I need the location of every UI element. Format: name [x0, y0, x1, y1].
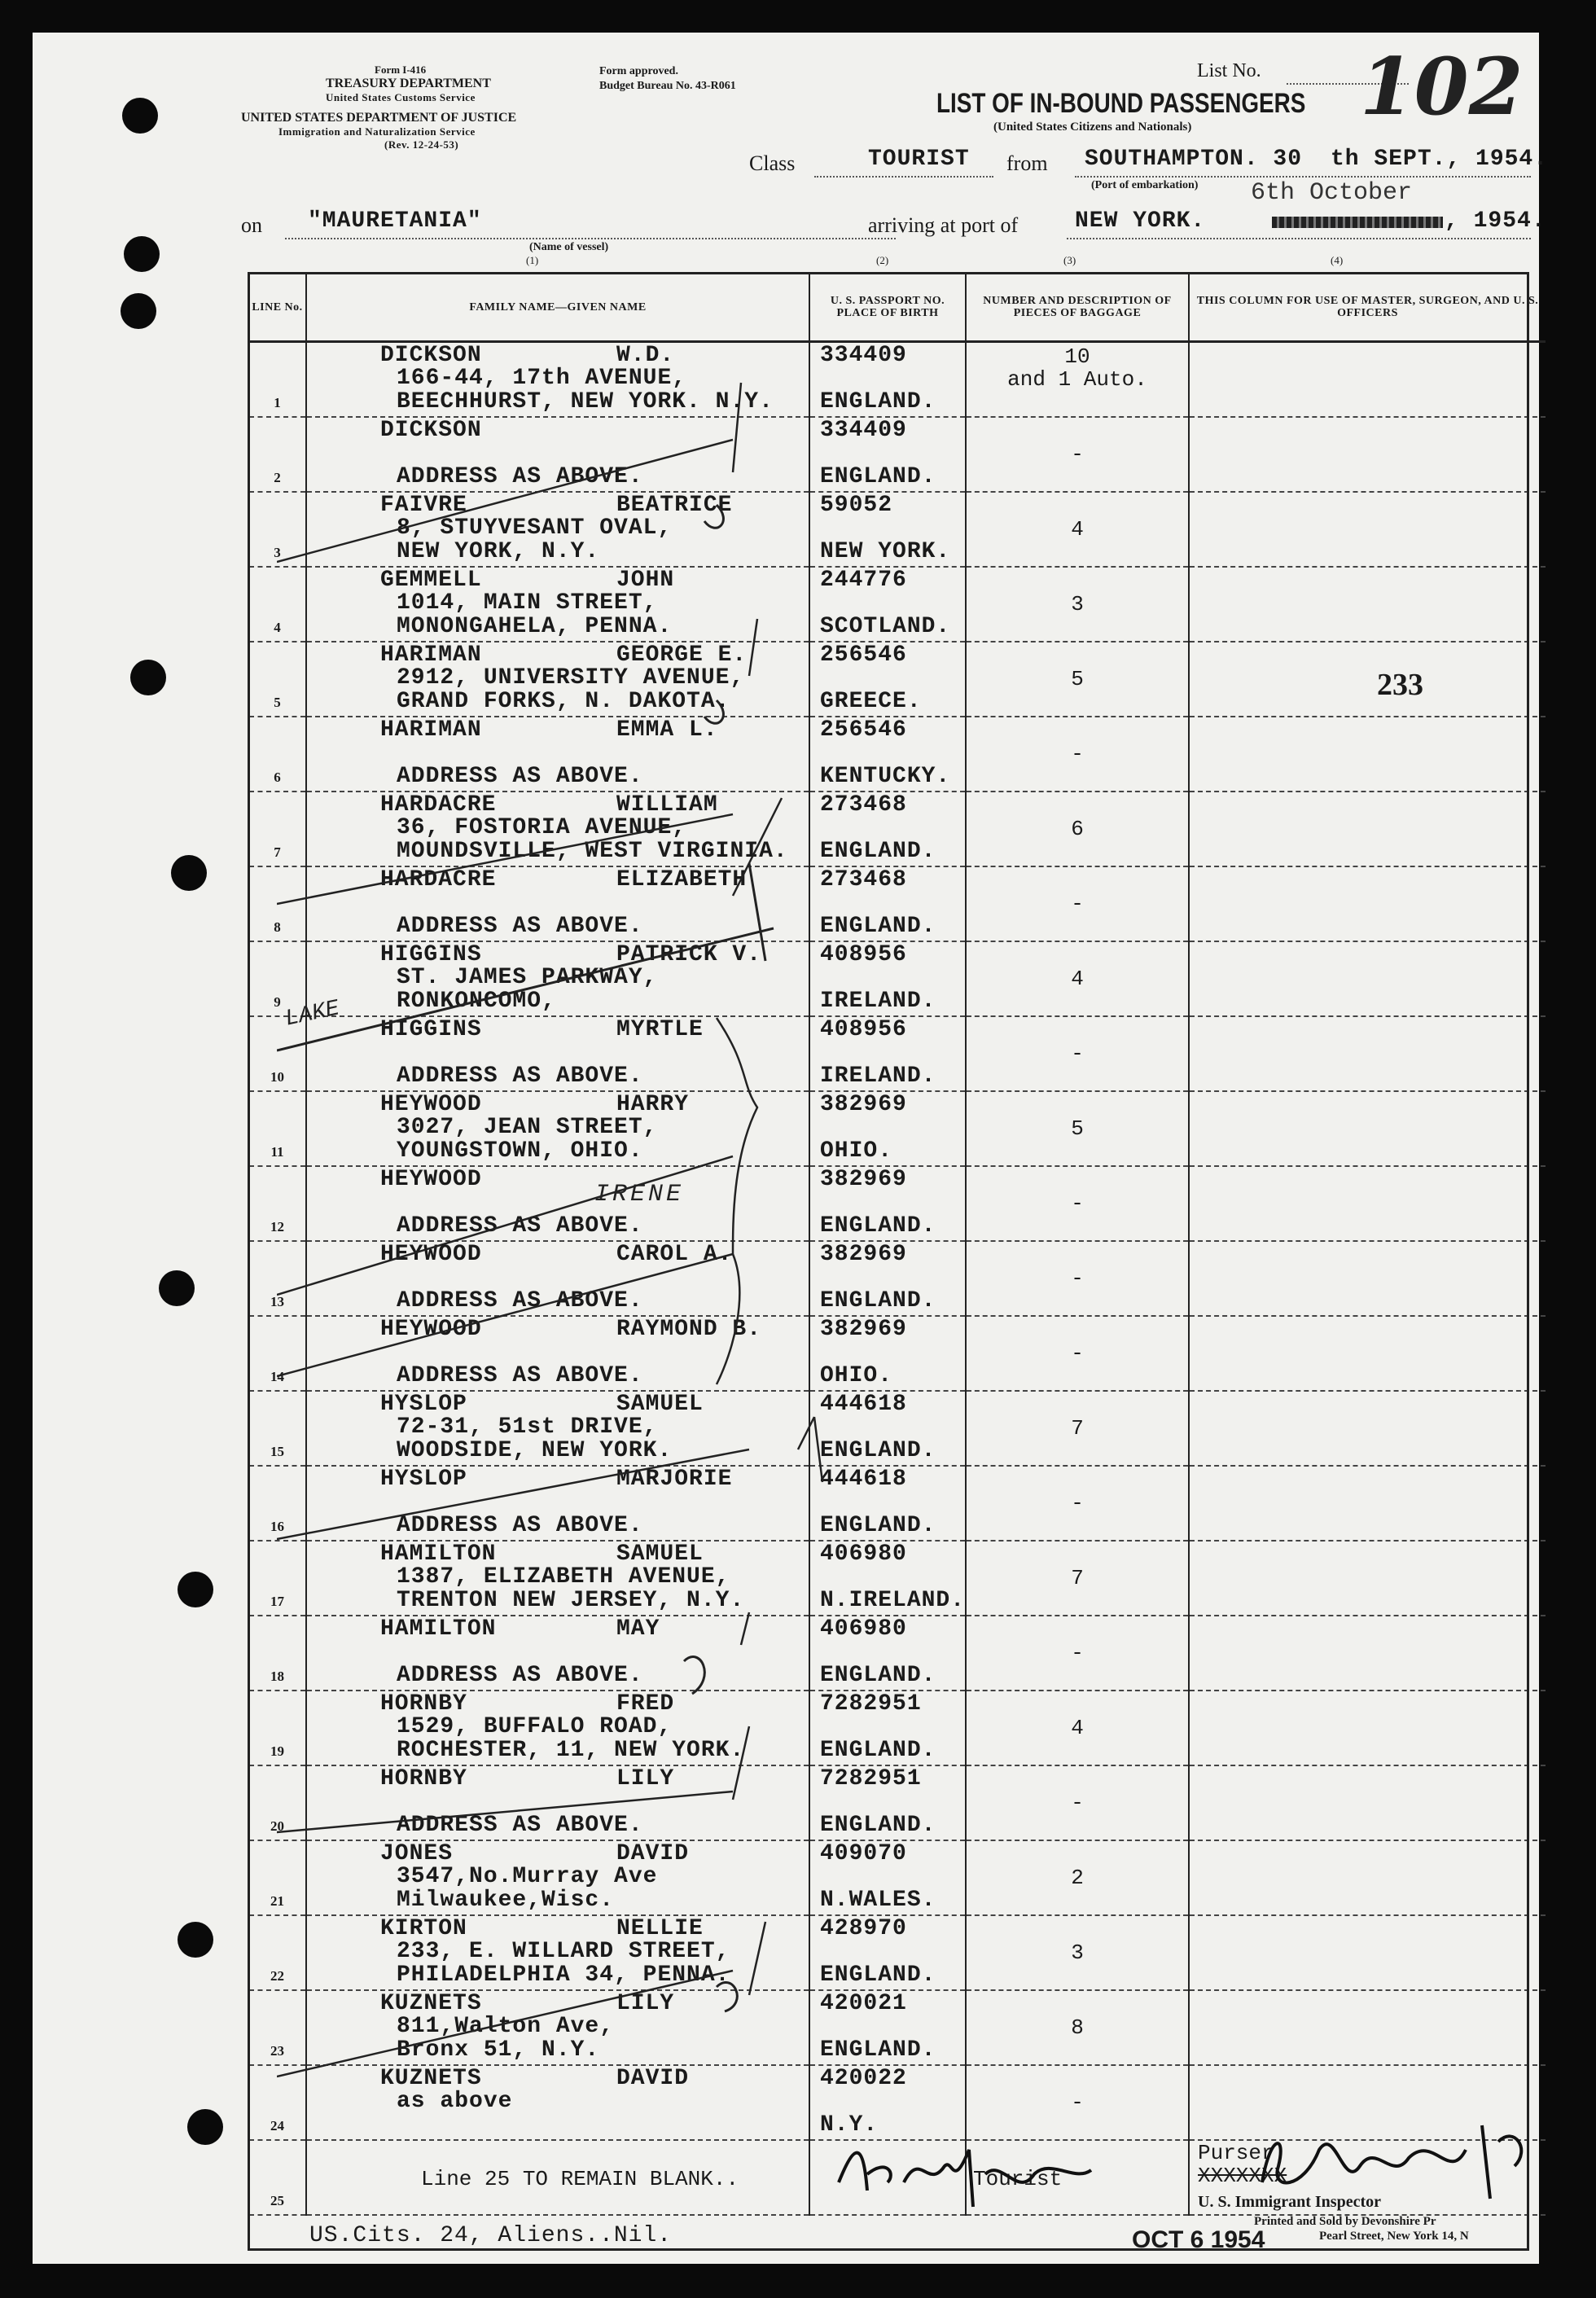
place-of-birth: GREECE.	[820, 689, 922, 714]
officer-cell	[1189, 1765, 1546, 1840]
from-line	[1075, 176, 1531, 178]
col-ref-3: (3)	[1063, 254, 1076, 266]
place-of-birth: NEW YORK.	[820, 539, 951, 564]
baggage-description: 3	[1071, 1941, 1084, 1965]
address-line-1: 72-31, 51st DRIVE,	[397, 1414, 658, 1440]
list-no-label: List No.	[1197, 60, 1261, 81]
baggage-description: -	[1071, 2090, 1084, 2115]
baggage-description: 4	[1071, 967, 1084, 991]
passport-number: 334409	[820, 343, 907, 368]
line-number: 5	[274, 695, 281, 710]
struck-month	[1272, 217, 1443, 228]
officer-cell	[1189, 1616, 1546, 1691]
given-name: MYRTLE	[616, 1017, 704, 1042]
baggage-description: 2	[1071, 1866, 1084, 1890]
vessel-caption: (Name of vessel)	[529, 241, 609, 253]
handwritten-irene: IRENE	[594, 1181, 685, 1208]
place-of-birth: N.WALES.	[820, 1888, 936, 1913]
baggage-count: 10	[1064, 344, 1090, 369]
officer-cell	[1189, 866, 1546, 941]
place-of-birth: ENGLAND.	[820, 2037, 936, 2063]
address-line-2: ADDRESS AS ABOVE.	[397, 1813, 643, 1838]
struck-title: XXXXXXX	[1198, 2164, 1287, 2188]
family-name: DICKSON	[380, 418, 482, 443]
baggage-description: -	[1071, 1791, 1084, 1815]
family-name: HIGGINS	[380, 1017, 482, 1042]
officer-note: 233	[1377, 668, 1423, 702]
baggage-description: 8	[1071, 2015, 1084, 2040]
vessel-name: "MAURETANIA"	[308, 208, 482, 234]
citizen-summary: US.Cits. 24, Aliens..Nil.	[309, 2223, 673, 2248]
form-approved: Form approved.	[599, 65, 678, 77]
address-line-1: 3027, JEAN STREET,	[397, 1115, 658, 1140]
baggage-description: -	[1071, 1266, 1084, 1291]
address-line-2: MONONGAHELA, PENNA.	[397, 614, 673, 639]
place-of-birth: N.Y.	[820, 2112, 879, 2138]
address-line-2: Bronx 51, N.Y.	[397, 2037, 600, 2063]
place-of-birth: IRELAND.	[820, 989, 936, 1014]
passport-number: 408956	[820, 1017, 907, 1042]
address-line-1: ST. JAMES PARKWAY,	[397, 965, 658, 990]
family-name: HEYWOOD	[380, 1092, 482, 1117]
place-of-birth: ENGLAND.	[820, 1438, 936, 1463]
officer-cell	[1189, 1091, 1546, 1166]
line-number: 25	[270, 2193, 284, 2208]
address-line-1: 2912, UNIVERSITY AVENUE,	[397, 665, 745, 691]
purser-label: Purser	[1198, 2141, 1274, 2165]
on-label: on	[241, 213, 262, 237]
punch-hole	[121, 293, 156, 329]
officer-cell	[1189, 342, 1546, 418]
passport-number: 256546	[820, 642, 907, 668]
col-header-passport: U. S. PASSPORT NO. PLACE OF BIRTH	[809, 274, 966, 342]
given-name: HARRY	[616, 1092, 690, 1117]
place-of-birth: ENGLAND.	[820, 1813, 936, 1838]
passport-number: 428970	[820, 1916, 907, 1941]
line-number: 12	[270, 1219, 284, 1235]
handwritten-marks	[277, 375, 1010, 2125]
passport-number: 7282951	[820, 1766, 922, 1791]
handwritten-arrival-date: 6th October	[1251, 179, 1413, 207]
class-line	[814, 176, 993, 178]
given-name: LILY	[616, 1766, 675, 1791]
officer-cell	[1189, 1016, 1546, 1091]
officer-cell	[1189, 1990, 1546, 2065]
baggage-description: -	[1071, 892, 1084, 916]
family-name: FAIVRE	[380, 493, 467, 518]
passport-number: 444618	[820, 1392, 907, 1417]
family-name: DICKSON	[380, 343, 482, 368]
given-name: LILY	[616, 1991, 675, 2016]
baggage-description: -	[1071, 742, 1084, 766]
baggage-description: 5	[1071, 667, 1084, 691]
given-name: MARJORIE	[616, 1467, 733, 1492]
line-number: 6	[274, 770, 281, 785]
family-name: KUZNETS	[380, 2066, 482, 2091]
address-line-1: as above	[397, 2089, 513, 2114]
from-value: SOUTHAMPTON. 30	[1085, 147, 1303, 172]
line-25-note: Line 25 TO REMAIN BLANK..	[421, 2167, 739, 2191]
baggage-description: -	[1071, 1042, 1084, 1066]
line-number: 14	[270, 1369, 284, 1384]
address-line-2: ADDRESS AS ABOVE.	[397, 1063, 643, 1089]
line-number: 19	[270, 1743, 284, 1759]
punch-hole	[130, 660, 166, 695]
address-line-1: 811,Walton Ave,	[397, 2014, 615, 2039]
col-ref-4: (4)	[1331, 254, 1344, 266]
passport-number: 382969	[820, 1317, 907, 1342]
line-number: 1	[274, 395, 281, 410]
family-name: HARDACRE	[380, 867, 497, 892]
passport-number: 244776	[820, 568, 907, 593]
place-of-birth: ENGLAND.	[820, 1738, 936, 1763]
family-name: HEYWOOD	[380, 1242, 482, 1267]
given-name: GEORGE E.	[616, 642, 748, 668]
baggage-description: -	[1071, 1191, 1084, 1216]
list-no-value: 102	[1360, 41, 1524, 133]
col-ref-2: (2)	[876, 254, 889, 266]
family-name: HEYWOOD	[380, 1317, 482, 1342]
line-number: 2	[274, 470, 281, 485]
family-name: KUZNETS	[380, 1991, 482, 2016]
officer-cell	[1189, 1466, 1546, 1541]
col-header-line: LINE No.	[249, 274, 306, 342]
passport-number: 382969	[820, 1092, 907, 1117]
address-line-2: PHILADELPHIA 34, PENNA.	[397, 1963, 730, 1988]
printer-line-1: Printed and Sold by Devonshire Pr	[1254, 2215, 1436, 2228]
address-line-2: ADDRESS AS ABOVE.	[397, 1363, 643, 1388]
given-name: SAMUEL	[616, 1542, 704, 1567]
table-header	[249, 274, 1546, 342]
officer-cell	[1189, 1541, 1546, 1616]
address-line-2: RONKONCOMO,	[397, 989, 556, 1014]
line-number: 21	[270, 1893, 284, 1909]
place-of-birth: KENTUCKY.	[820, 764, 951, 789]
punch-hole	[178, 1922, 213, 1958]
baggage-description: and 1 Auto.	[1007, 367, 1147, 392]
passport-number: 408956	[820, 942, 907, 967]
officer-cell	[1189, 642, 1546, 717]
passport-number: 382969	[820, 1242, 907, 1267]
col-ref-1: (1)	[526, 254, 539, 266]
given-name: DAVID	[616, 2066, 690, 2091]
place-of-birth: ENGLAND.	[820, 389, 936, 414]
officer-cell	[1189, 1840, 1546, 1915]
rev-label: (Rev. 12-24-53)	[384, 138, 459, 151]
family-name: HARDACRE	[380, 792, 497, 818]
baggage-description: 7	[1071, 1416, 1084, 1441]
class-label: Class	[749, 151, 796, 175]
family-name: GEMMELL	[380, 568, 482, 593]
baggage-description: 3	[1071, 592, 1084, 616]
officer-cell	[1189, 1241, 1546, 1316]
class-value: TOURIST	[868, 147, 970, 172]
passport-number: 444618	[820, 1467, 907, 1492]
family-name: HYSLOP	[380, 1467, 467, 1492]
passport-number: 273468	[820, 867, 907, 892]
handwritten-lake: LAKE	[283, 996, 342, 1033]
passport-number: 420022	[820, 2066, 907, 2091]
officer-cell	[1189, 417, 1546, 492]
col-header-name: FAMILY NAME—GIVEN NAME	[306, 274, 809, 342]
given-name: SAMUEL	[616, 1392, 704, 1417]
treasury-label: TREASURY DEPARTMENT	[326, 77, 491, 90]
tourist-label: Tourist	[973, 2167, 1063, 2191]
line-number: 17	[270, 1594, 284, 1609]
signature-purser	[831, 2125, 1099, 2223]
address-line-2: ADDRESS AS ABOVE.	[397, 1513, 643, 1538]
officer-cell	[1189, 492, 1546, 567]
address-line-1: 36, FOSTORIA AVENUE,	[397, 815, 687, 840]
given-name: RAYMOND B.	[616, 1317, 762, 1342]
address-line-1: 166-44, 17th AVENUE,	[397, 366, 687, 391]
place-of-birth: OHIO.	[820, 1138, 893, 1164]
place-of-birth: ENGLAND.	[820, 1663, 936, 1688]
line-number: 22	[270, 1968, 284, 1984]
place-of-birth: IRELAND.	[820, 1063, 936, 1089]
line-number: 23	[270, 2043, 284, 2059]
passport-number: 59052	[820, 493, 893, 518]
officer-cell	[1189, 1316, 1546, 1391]
officer-cell	[1189, 717, 1546, 792]
place-of-birth: ENGLAND.	[820, 464, 936, 489]
line-number: 24	[270, 2118, 284, 2134]
address-line-2: WOODSIDE, NEW YORK.	[397, 1438, 673, 1463]
line-number: 4	[274, 620, 281, 635]
place-of-birth: ENGLAND.	[820, 914, 936, 939]
given-name: NELLIE	[616, 1916, 704, 1941]
inspector-caption: U. S. Immigrant Inspector	[1198, 2193, 1381, 2211]
passport-number: 256546	[820, 717, 907, 743]
officer-cell	[1189, 792, 1546, 866]
address-line-1: 8, STUYVESANT OVAL,	[397, 515, 673, 541]
family-name: HARIMAN	[380, 642, 482, 668]
address-line-2: BEECHHURST, NEW YORK. N.Y.	[397, 389, 774, 414]
line-number: 3	[274, 545, 281, 560]
signature-inspector	[1254, 2117, 1547, 2207]
address-line-2: ADDRESS AS ABOVE.	[397, 914, 643, 939]
customs-label: United States Customs Service	[326, 91, 476, 103]
address-line-2: ADDRESS AS ABOVE.	[397, 1288, 643, 1313]
punch-hole	[124, 236, 160, 272]
given-name: EMMA L.	[616, 717, 718, 743]
form-id: Form I-416	[375, 64, 427, 76]
punch-hole	[122, 98, 158, 134]
punch-hole	[159, 1270, 195, 1306]
punch-hole	[171, 855, 207, 891]
family-name: HIGGINS	[380, 942, 482, 967]
given-name: PATRICK V.	[616, 942, 762, 967]
line-number: 16	[270, 1519, 284, 1534]
baggage-description: 4	[1071, 1716, 1084, 1740]
baggage-description: -	[1071, 1641, 1084, 1665]
col-header-officers: THIS COLUMN FOR USE OF MASTER, SURGEON, AND U. S. OFFICERS	[1189, 274, 1546, 342]
given-name: W.D.	[616, 343, 675, 368]
given-name: MAY	[616, 1616, 660, 1642]
address-line-2: Milwaukee,Wisc.	[397, 1888, 615, 1913]
given-name: WILLIAM	[616, 792, 718, 818]
place-of-birth: ENGLAND.	[820, 1513, 936, 1538]
officer-cell	[1189, 941, 1546, 1016]
baggage-description: -	[1071, 442, 1084, 467]
budget-bureau: Budget Bureau No. 43-R061	[599, 80, 736, 92]
list-subtitle: (United States Citizens and Nationals)	[993, 121, 1192, 134]
place-of-birth: ENGLAND.	[820, 1213, 936, 1239]
date-stamp: OCT 6 1954	[1132, 2226, 1265, 2253]
address-line-2: NEW YORK, N.Y.	[397, 539, 600, 564]
date-value: th SEPT., 1954.	[1331, 147, 1549, 172]
name-cell	[306, 2140, 809, 2215]
from-label: from	[1006, 151, 1048, 175]
line-number: 20	[270, 1818, 284, 1834]
family-name: HORNBY	[380, 1766, 467, 1791]
baggage-description: -	[1071, 1341, 1084, 1366]
address-line-2: MOUNDSVILLE, WEST VIRGINIA.	[397, 839, 788, 864]
list-title: LIST OF IN-BOUND PASSENGERS	[936, 88, 1306, 119]
address-line-2: ROCHESTER, 11, NEW YORK.	[397, 1738, 745, 1763]
place-of-birth: ENGLAND.	[820, 1963, 936, 1988]
place-of-birth: ENGLAND.	[820, 839, 936, 864]
line-number: 11	[270, 1144, 284, 1160]
address-line-2: ADDRESS AS ABOVE.	[397, 464, 643, 489]
place-of-birth: N.IRELAND.	[820, 1588, 966, 1613]
family-name: HAMILTON	[380, 1542, 497, 1567]
baggage-description: 6	[1071, 817, 1084, 841]
baggage-description: 4	[1071, 517, 1084, 542]
address-line-1: 233, E. WILLARD STREET,	[397, 1939, 730, 1964]
place-of-birth: OHIO.	[820, 1363, 893, 1388]
address-line-2: ADDRESS AS ABOVE.	[397, 764, 643, 789]
line-number: 7	[274, 844, 281, 860]
arrival-year: , 1954.	[1445, 208, 1546, 234]
printer-line-2: Pearl Street, New York 14, N	[1319, 2230, 1469, 2243]
punch-hole	[178, 1572, 213, 1607]
vessel-line	[285, 238, 896, 239]
line-number: 9	[274, 994, 281, 1010]
passport-number: 420021	[820, 1991, 907, 2016]
officer-cell	[1189, 1391, 1546, 1466]
line-number: 18	[270, 1669, 284, 1684]
address-line-2: ADDRESS AS ABOVE.	[397, 1213, 643, 1239]
family-name: HEYWOOD	[380, 1167, 482, 1192]
address-line-2: YOUNGSTOWN, OHIO.	[397, 1138, 643, 1164]
address-line-1: 1529, BUFFALO ROAD,	[397, 1714, 673, 1739]
place-of-birth: ENGLAND.	[820, 1288, 936, 1313]
baggage-description: -	[1071, 1491, 1084, 1515]
family-name: HAMILTON	[380, 1616, 497, 1642]
passport-number: 7282951	[820, 1691, 922, 1717]
family-name: KIRTON	[380, 1916, 467, 1941]
address-line-2: TRENTON NEW JERSEY, N.Y.	[397, 1588, 745, 1613]
passport-number: 406980	[820, 1616, 907, 1642]
passport-number: 273468	[820, 792, 907, 818]
passport-number: 406980	[820, 1542, 907, 1567]
address-line-2: GRAND FORKS, N. DAKOTA.	[397, 689, 730, 714]
line-number: 8	[274, 919, 281, 935]
family-name: HYSLOP	[380, 1392, 467, 1417]
line-number: 13	[270, 1294, 284, 1309]
given-name: CAROL A.	[616, 1242, 733, 1267]
document-page	[33, 33, 1549, 2264]
line-cell	[249, 2140, 306, 2215]
given-name: BEATRICE	[616, 493, 733, 518]
address-line-2: ADDRESS AS ABOVE.	[397, 1663, 643, 1688]
given-name: JOHN	[616, 568, 675, 593]
justice-label: UNITED STATES DEPARTMENT OF JUSTICE	[241, 111, 517, 125]
line-number: 10	[270, 1069, 284, 1085]
passport-number: 409070	[820, 1841, 907, 1866]
passport-number: 382969	[820, 1167, 907, 1192]
given-name: FRED	[616, 1691, 675, 1717]
arriving-label: arriving at port of	[868, 213, 1019, 237]
address-line-1: 3547,No.Murray Ave	[397, 1864, 658, 1889]
given-name: ELIZABETH	[616, 867, 748, 892]
officer-cell	[1189, 567, 1546, 642]
officer-cell	[1189, 1166, 1546, 1241]
address-line-1: 1014, MAIN STREET,	[397, 590, 658, 616]
col-header-baggage: NUMBER AND DESCRIPTION OF PIECES OF BAGGAGE	[966, 274, 1189, 342]
arrival-line	[1067, 238, 1531, 239]
family-name: HORNBY	[380, 1691, 467, 1717]
given-name: DAVID	[616, 1841, 690, 1866]
address-line-1: 1387, ELIZABETH AVENUE,	[397, 1564, 730, 1590]
arrival-port: NEW YORK.	[1075, 208, 1206, 234]
passport-number: 334409	[820, 418, 907, 443]
port-caption: (Port of embarkation)	[1091, 179, 1199, 191]
officer-cell	[1189, 1915, 1546, 1990]
punch-hole	[187, 2109, 223, 2145]
family-name: JONES	[380, 1841, 454, 1866]
place-of-birth: SCOTLAND.	[820, 614, 951, 639]
line-number: 15	[270, 1444, 284, 1459]
officer-cell	[1189, 1691, 1546, 1765]
baggage-description: 5	[1071, 1116, 1084, 1141]
family-name: HARIMAN	[380, 717, 482, 743]
baggage-description: 7	[1071, 1566, 1084, 1590]
ins-label: Immigration and Naturalization Service	[278, 125, 476, 138]
